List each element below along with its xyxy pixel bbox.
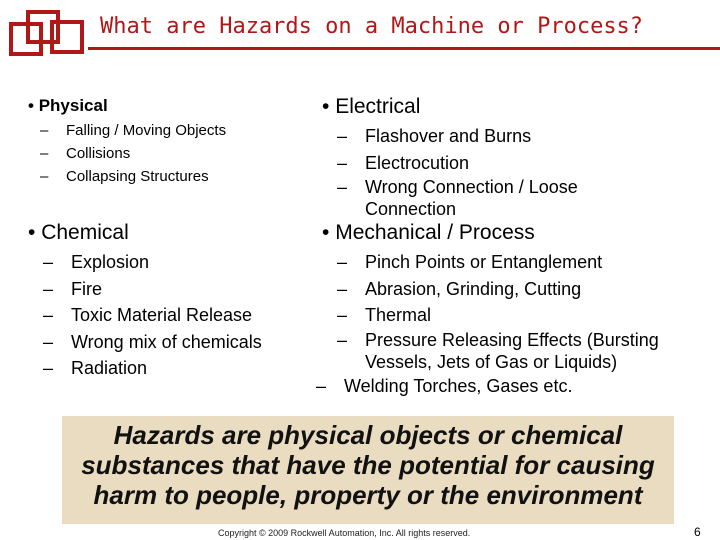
electrical-heading: • Electrical — [322, 95, 421, 118]
list-item: – Toxic Material Release — [43, 305, 253, 325]
mechanical-section — [316, 221, 712, 399]
list-item: – Radiation — [43, 358, 148, 378]
list-item: – Flashover and Burns — [337, 126, 532, 146]
list-item: – Welding Torches, Gases etc. — [316, 375, 573, 396]
logo-icon — [8, 8, 88, 60]
list-item: – Explosion — [43, 252, 150, 272]
electrical-section — [322, 95, 652, 220]
slide-title: What are Hazards on a Machine or Process? — [100, 14, 644, 39]
copyright-footer: Copyright © 2009 Rockwell Automation, Inc. All rights reserved. — [218, 528, 471, 538]
list-item: – Wrong Connection / Loose Connection — [337, 177, 578, 219]
chemical-section — [28, 221, 262, 382]
physical-heading: • Physical — [28, 96, 108, 115]
list-item: – Pressure Releasing Effects (Bursting Vessels, Jets of Gas or Liquids) — [337, 329, 659, 372]
page-number: 6 — [694, 525, 701, 539]
list-item: – Fire — [43, 278, 102, 299]
list-item: – Electrocution — [337, 152, 470, 173]
physical-section — [28, 96, 226, 188]
list-item: – Abrasion, Grinding, Cutting — [337, 278, 582, 299]
chemical-heading: • Chemical — [28, 221, 129, 244]
list-item: – Pinch Points or Entanglement — [337, 252, 603, 272]
list-item: – Falling / Moving Objects — [40, 122, 227, 139]
title-rule — [88, 47, 720, 50]
mechanical-heading: • Mechanical / Process — [322, 221, 535, 244]
list-item: – Thermal — [337, 305, 432, 325]
list-item: – Wrong mix of chemicals — [43, 331, 262, 352]
callout-text: Hazards are physical objects or chemical substances that have the potential for causing harm to people, property or the environment — [81, 420, 655, 510]
list-item: – Collapsing Structures — [40, 168, 209, 185]
list-item: – Collisions — [40, 145, 131, 162]
